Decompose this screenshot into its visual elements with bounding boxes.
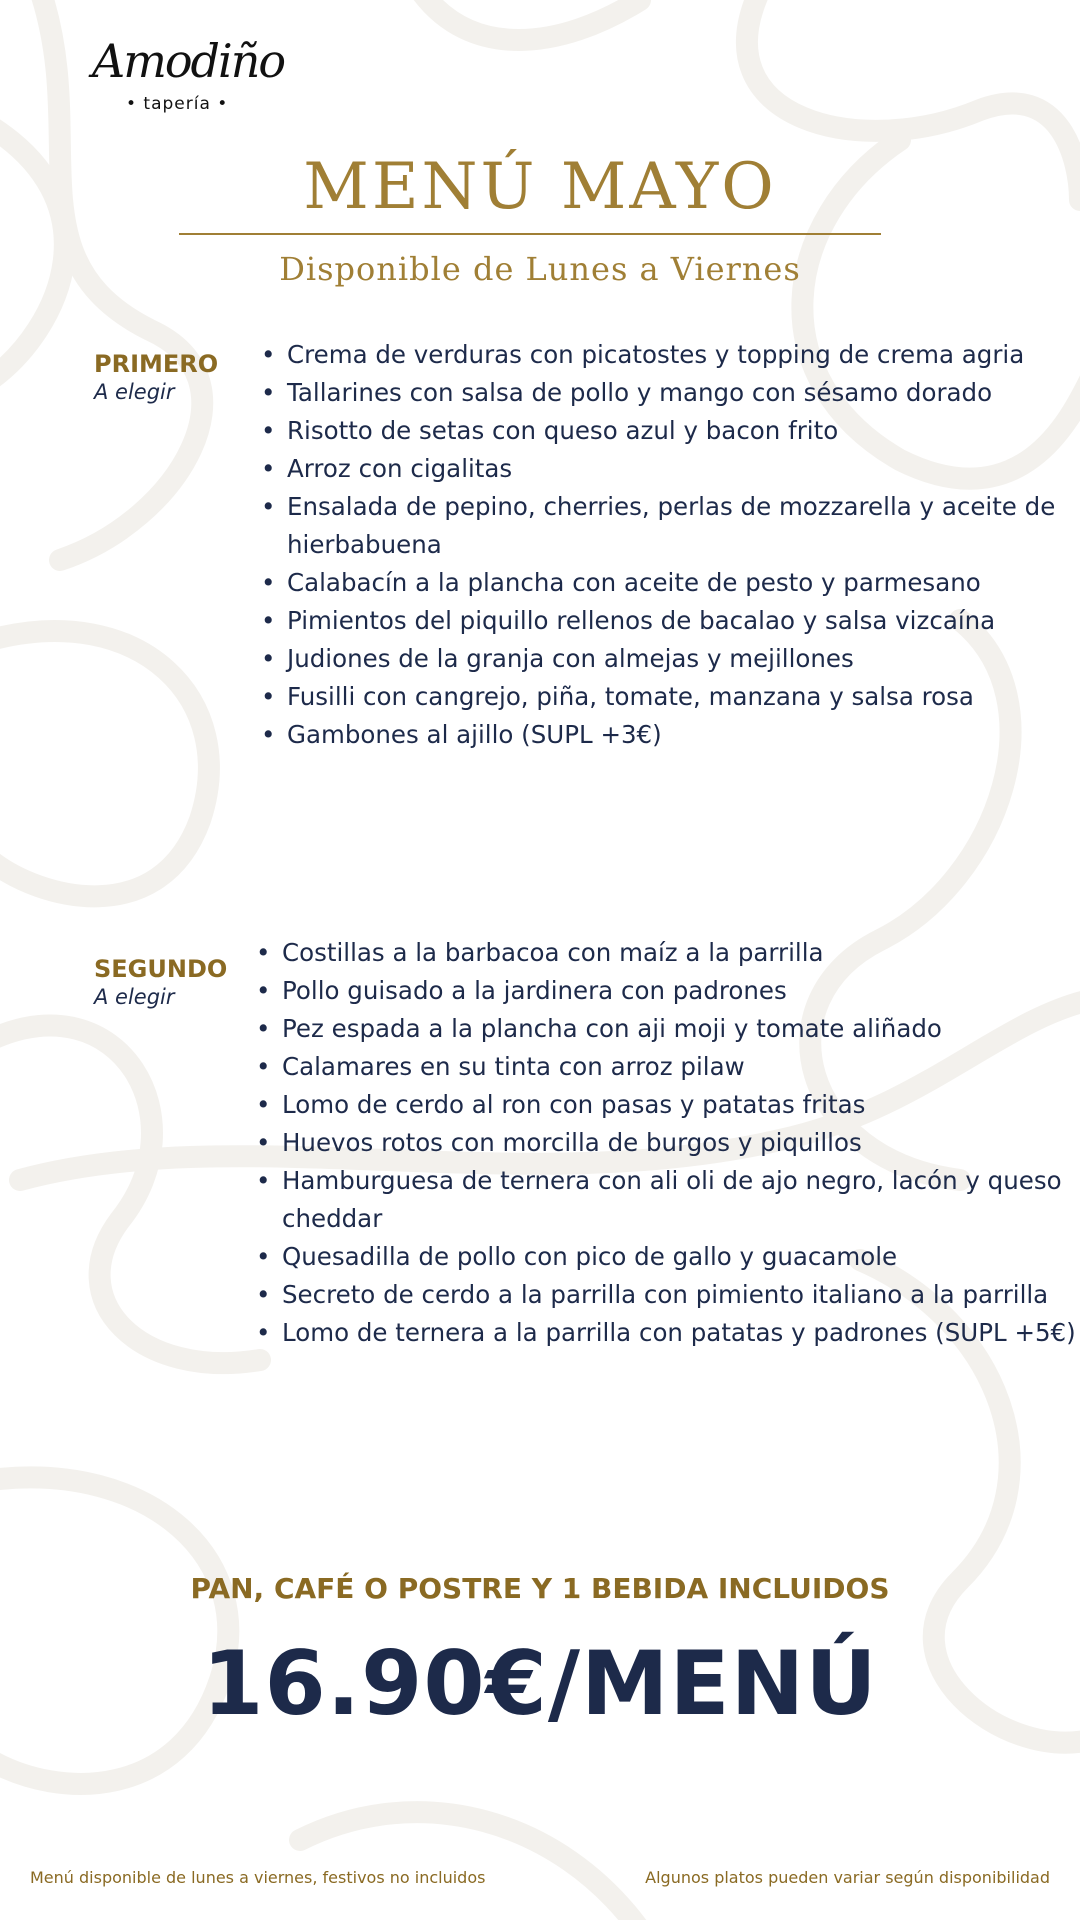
dish-item: • Quesadilla de pollo con pico de gallo y guacamole <box>282 1238 1080 1276</box>
menu-title: MENÚ MAYO <box>303 150 777 224</box>
dish-item: • Costillas a la barbacoa con maíz a la parrilla <box>282 934 1080 972</box>
dish-item: • Gambones al ajillo (SUPL +3€) <box>287 716 1080 754</box>
dish-item: • Huevos rotos con morcilla de burgos y piquillos <box>282 1124 1080 1162</box>
primero-heading <box>94 350 218 404</box>
dish-item: • Crema de verduras con picatostes y topping de crema agria <box>287 336 1080 374</box>
dish-item: • Judiones de la granja con almejas y mejillones <box>287 640 1080 678</box>
dish-item: • Ensalada de pepino, cherries, perlas de mozzarella y aceite de hierbabuena <box>287 488 1080 564</box>
segundo-title: SEGUNDO <box>94 955 228 983</box>
menu-subtitle: Disponible de Lunes a Viernes <box>279 250 801 288</box>
brand-logo-subtitle: • tapería • <box>126 94 229 114</box>
segundo-subtitle: A elegir <box>94 985 175 1009</box>
title-divider <box>179 233 881 235</box>
dish-item: • Lomo de cerdo al ron con pasas y patatas fritas <box>282 1086 1080 1124</box>
primero-dish-list <box>261 336 1080 754</box>
primero-subtitle: A elegir <box>94 380 175 404</box>
dish-item: • Fusilli con cangrejo, piña, tomate, manzana y salsa rosa <box>287 678 1080 716</box>
dish-item: • Pimientos del piquillo rellenos de bacalao y salsa vizcaína <box>287 602 1080 640</box>
dish-item: • Tallarines con salsa de pollo y mango con sésamo dorado <box>287 374 1080 412</box>
segundo-dish-list <box>256 934 1080 1352</box>
dish-item: • Pez espada a la plancha con aji moji y tomate aliñado <box>282 1010 1080 1048</box>
dish-item: • Calamares en su tinta con arroz pilaw <box>282 1048 1080 1086</box>
menu-price: 16.90€/MENÚ <box>202 1632 878 1735</box>
primero-title: PRIMERO <box>94 350 219 378</box>
footer-variation-note: Algunos platos pueden variar según disponibilidad <box>645 1868 1050 1887</box>
dish-item: • Arroz con cigalitas <box>287 450 1080 488</box>
brand-logo <box>92 34 285 120</box>
segundo-heading <box>94 955 227 1009</box>
included-items-note: PAN, CAFÉ O POSTRE Y 1 BEBIDA INCLUIDOS <box>190 1572 890 1605</box>
dish-item: • Hamburguesa de ternera con ali oli de ajo negro, lacón y queso cheddar <box>282 1162 1080 1238</box>
dish-item: • Lomo de ternera a la parrilla con patatas y padrones (SUPL +5€) <box>282 1314 1080 1352</box>
dish-item: • Risotto de setas con queso azul y bacon frito <box>287 412 1080 450</box>
dish-item: • Pollo guisado a la jardinera con padrones <box>282 972 1080 1010</box>
brand-logo-script: Amodiño <box>92 34 285 88</box>
dish-item: • Secreto de cerdo a la parrilla con pimiento italiano a la parrilla <box>282 1276 1080 1314</box>
dish-item: • Calabacín a la plancha con aceite de pesto y parmesano <box>287 564 1080 602</box>
footer-availability-note: Menú disponible de lunes a viernes, festivos no incluidos <box>30 1868 486 1887</box>
